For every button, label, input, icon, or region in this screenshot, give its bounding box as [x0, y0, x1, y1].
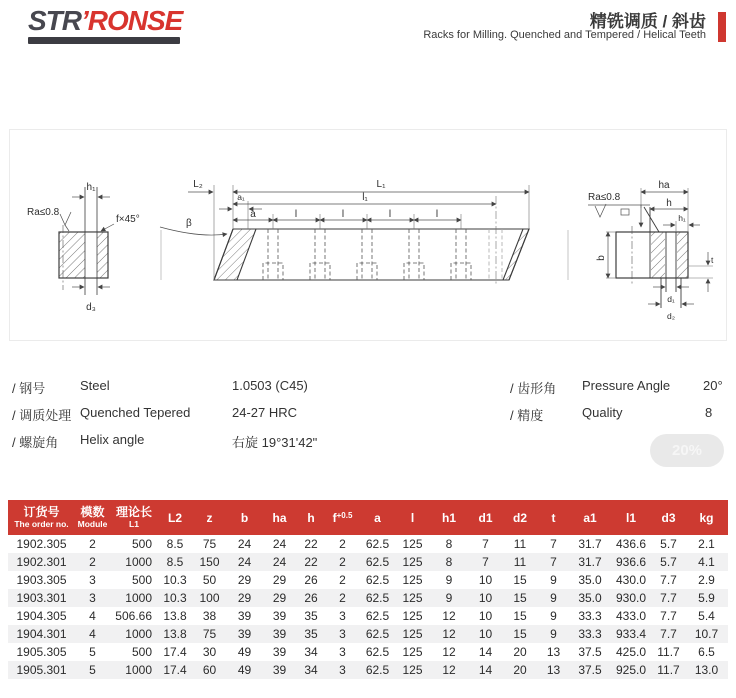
table-cell: 1000 — [125, 591, 152, 605]
table-row — [8, 571, 728, 589]
table-cell: 1000 — [125, 555, 152, 569]
table-cell: 6.5 — [698, 645, 715, 659]
table-row — [8, 607, 728, 625]
table-cell: 62.5 — [365, 591, 390, 605]
table-cell: 8 — [445, 555, 453, 569]
table-cell: 39 — [272, 663, 287, 677]
table-cell: 22 — [304, 537, 318, 551]
table-row — [8, 553, 728, 571]
dim-label-l-4: l — [435, 209, 439, 220]
table-cell: 38 — [202, 609, 217, 623]
table-cell: 9 — [550, 627, 557, 641]
table-cell: 35 — [304, 627, 318, 641]
table-cell: 29 — [237, 573, 252, 587]
col-header-theoretical-length: 理论长 L1 — [110, 500, 158, 535]
table-cell: 9 — [445, 573, 453, 587]
dim-label-d1: d₁ — [667, 294, 675, 304]
table-cell: 26 — [304, 591, 318, 605]
spec-value-helix: 右旋 19°31'42" — [232, 435, 318, 450]
table-cell: 3 — [89, 591, 96, 605]
table-cell: 24 — [272, 537, 287, 551]
table-cell: 29 — [272, 591, 287, 605]
table-cell: 49 — [237, 663, 252, 677]
table-cell: 3 — [339, 627, 346, 641]
table-cell: 15 — [513, 591, 527, 605]
table-cell: 20 — [513, 663, 527, 677]
table-row — [8, 589, 728, 607]
table-cell: 11.7 — [657, 663, 680, 677]
table-cell: 2.9 — [698, 573, 715, 587]
table-cell: 62.5 — [365, 645, 390, 659]
title-accent-bar — [718, 12, 726, 42]
table-cell: 49 — [237, 645, 252, 659]
dim-label-h: h — [666, 198, 672, 209]
table-cell: 24 — [237, 555, 252, 569]
table-cell: 2 — [339, 591, 346, 605]
table-cell: 62.5 — [365, 537, 390, 551]
col-header-l: l — [395, 500, 430, 535]
table-cell: 13.8 — [163, 609, 187, 623]
table-cell: 4.1 — [698, 555, 715, 569]
table-cell: 5.7 — [660, 537, 677, 551]
col-header-a: a — [360, 500, 395, 535]
table-cell: 10 — [478, 609, 493, 623]
table-cell: 125 — [402, 555, 423, 569]
spec-label-zh-quality: / 精度 — [510, 408, 544, 423]
table-cell: 7.7 — [660, 573, 677, 587]
table-cell: 31.7 — [578, 537, 602, 551]
table-cell: 12 — [442, 663, 456, 677]
table-cell: 37.5 — [578, 663, 602, 677]
table-cell: 1902.305 — [16, 537, 67, 551]
dim-label-l-1: l — [294, 209, 298, 220]
table-cell: 15 — [513, 627, 527, 641]
spec-label-zh-treatment: / 调质处理 — [12, 408, 72, 423]
table-cell: 7.7 — [660, 591, 677, 605]
spec-label-zh-steel: / 钢号 — [12, 381, 46, 396]
dim-label-L1: L₁ — [376, 179, 386, 190]
table-cell: 75 — [202, 627, 217, 641]
table-cell: 436.6 — [615, 537, 647, 551]
table-cell: 14 — [478, 645, 493, 659]
table-header-row — [8, 500, 728, 535]
table-cell: 4 — [89, 627, 96, 641]
page-title-en: Racks for Milling. Quenched and Tempered / Helical Teeth — [423, 29, 706, 41]
table-cell: 37.5 — [578, 645, 602, 659]
table-cell: 430.0 — [615, 573, 647, 587]
table-cell: 1905.301 — [16, 663, 67, 677]
table-cell: 1903.301 — [16, 591, 67, 605]
spec-label-zh-helix: / 螺旋角 — [12, 435, 59, 450]
col-header-order-no: 订货号 The order no. — [8, 500, 75, 535]
table-cell: 125 — [402, 645, 423, 659]
table-cell: 7.7 — [660, 609, 677, 623]
logo-underline-bar — [28, 37, 180, 44]
table-cell: 34 — [304, 663, 318, 677]
table-cell: 930.0 — [615, 591, 647, 605]
table-cell: 2 — [339, 537, 346, 551]
table-cell: 933.4 — [615, 627, 647, 641]
table-cell: 1903.305 — [16, 573, 67, 587]
logo-text-str: STR — [28, 5, 81, 36]
table-cell: 1000 — [125, 627, 152, 641]
zoom-level-badge: 20% — [650, 434, 724, 467]
table-cell: 10 — [478, 573, 493, 587]
table-cell: 2 — [89, 537, 96, 551]
table-cell: 14 — [478, 663, 493, 677]
company-logo — [28, 6, 188, 44]
dim-label-ra-right: Ra≤0.8 — [588, 192, 621, 203]
table-cell: 506.66 — [115, 609, 152, 623]
table-cell: 7 — [482, 555, 489, 569]
table-cell: 2 — [339, 555, 346, 569]
table-cell: 34 — [304, 645, 318, 659]
table-cell: 2.1 — [698, 537, 715, 551]
table-cell: 10 — [478, 627, 493, 641]
spec-label-en-helix: Helix angle — [80, 432, 145, 447]
table-cell: 3 — [89, 573, 96, 587]
table-cell: 11 — [513, 555, 527, 569]
table-cell: 30 — [202, 645, 217, 659]
table-cell: 29 — [237, 591, 252, 605]
dim-label-b: b — [596, 255, 607, 261]
table-cell: 50 — [202, 573, 217, 587]
table-cell: 26 — [304, 573, 318, 587]
table-cell: 3 — [339, 663, 346, 677]
table-cell: 8.5 — [166, 537, 184, 551]
table-cell: 60 — [202, 663, 217, 677]
table-cell: 39 — [272, 627, 287, 641]
table-cell: 150 — [199, 555, 220, 569]
dim-label-beta: β — [186, 218, 192, 229]
table-cell: 7 — [550, 555, 557, 569]
table-cell: 24 — [272, 555, 287, 569]
table-cell: 17.4 — [163, 663, 187, 677]
col-header-L2: L2 — [158, 500, 192, 535]
table-cell: 433.0 — [615, 609, 647, 623]
table-cell: 936.6 — [615, 555, 647, 569]
table-cell: 39 — [237, 627, 252, 641]
table-cell: 29 — [272, 573, 287, 587]
table-cell: 9 — [550, 573, 557, 587]
col-header-module: 模数 Module — [75, 500, 110, 535]
spec-label-zh-pressure: / 齿形角 — [510, 381, 557, 396]
table-cell: 1902.301 — [16, 555, 67, 569]
table-cell: 62.5 — [365, 663, 390, 677]
table-cell: 39 — [237, 609, 252, 623]
dim-label-l1-dim: l₁ — [362, 192, 368, 203]
table-cell: 62.5 — [365, 609, 390, 623]
table-cell: 24 — [237, 537, 252, 551]
spec-label-en-pressure: Pressure Angle — [582, 378, 671, 393]
table-cell: 500 — [131, 537, 152, 551]
technical-drawing-panel — [9, 129, 727, 341]
table-cell: 15 — [513, 573, 527, 587]
table-cell: 125 — [402, 537, 423, 551]
table-cell: 35 — [304, 609, 318, 623]
table-cell: 22 — [304, 555, 318, 569]
table-cell: 500 — [131, 645, 152, 659]
table-cell: 500 — [131, 573, 152, 587]
table-cell: 125 — [402, 591, 423, 605]
dim-label-t: t — [711, 255, 714, 265]
table-cell: 8.5 — [166, 555, 184, 569]
table-cell: 125 — [402, 627, 423, 641]
col-header-a1: a1 — [570, 500, 610, 535]
table-cell: 5.7 — [660, 555, 677, 569]
table-row — [8, 661, 728, 679]
table-cell: 9 — [550, 591, 557, 605]
table-cell: 10 — [478, 591, 493, 605]
dim-label-l-2: l — [341, 209, 345, 220]
table-cell: 33.3 — [578, 627, 602, 641]
table-cell: 31.7 — [578, 555, 602, 569]
col-header-d1: d1 — [468, 500, 503, 535]
spec-label-en-quality: Quality — [582, 405, 623, 420]
dim-label-ha: ha — [658, 180, 670, 191]
table-cell: 425.0 — [615, 645, 647, 659]
dim-label-h1-right: h₁ — [678, 213, 686, 223]
table-cell: 7.7 — [660, 627, 677, 641]
table-cell: 35.0 — [578, 573, 602, 587]
col-header-h1: h1 — [430, 500, 468, 535]
dim-label-h1-left: h₁ — [86, 182, 96, 193]
table-cell: 9 — [445, 591, 453, 605]
table-cell: 5.4 — [698, 609, 715, 623]
dim-label-L2: L₂ — [193, 179, 203, 190]
table-cell: 5.9 — [698, 591, 715, 605]
table-cell: 10.7 — [694, 627, 719, 641]
table-cell: 1905.305 — [16, 645, 67, 659]
page-title-zh: 精铣调质 / 斜齿 — [589, 12, 706, 31]
table-cell: 13.8 — [163, 627, 187, 641]
table-cell: 62.5 — [365, 627, 390, 641]
table-row — [8, 535, 728, 553]
table-cell: 5 — [89, 645, 96, 659]
table-cell: 10.3 — [163, 591, 187, 605]
logo-text-ronse: ’RONSE — [81, 5, 183, 36]
table-cell: 5 — [89, 663, 96, 677]
col-header-b: b — [227, 500, 262, 535]
spec-value-treatment: 24-27 HRC — [232, 405, 298, 420]
table-cell: 125 — [402, 609, 423, 623]
col-header-d3: d3 — [652, 500, 685, 535]
col-header-ha: ha — [262, 500, 297, 535]
table-cell: 75 — [202, 537, 217, 551]
table-cell: 7 — [550, 537, 557, 551]
dim-label-a: a — [250, 209, 256, 220]
table-cell: 12 — [442, 627, 456, 641]
table-cell: 1904.301 — [16, 627, 67, 641]
table-cell: 1000 — [125, 663, 152, 677]
table-cell: 125 — [402, 573, 423, 587]
table-cell: 39 — [272, 609, 287, 623]
dim-label-d2: d₂ — [666, 311, 676, 321]
table-cell: 62.5 — [365, 573, 390, 587]
table-cell: 39 — [272, 645, 287, 659]
table-cell: 15 — [513, 609, 527, 623]
table-cell: 1904.305 — [16, 609, 67, 623]
table-cell: 3 — [339, 609, 346, 623]
table-cell: 62.5 — [365, 555, 390, 569]
table-cell: 35.0 — [578, 591, 602, 605]
table-cell: 11.7 — [657, 645, 680, 659]
dim-label-d3: d₃ — [86, 302, 96, 313]
table-row — [8, 625, 728, 643]
rack-engineering-drawing — [10, 130, 726, 340]
table-cell: 7 — [482, 537, 489, 551]
table-cell: 20 — [513, 645, 527, 659]
table-cell: 13.0 — [694, 663, 719, 677]
product-table — [8, 500, 728, 679]
table-cell: 925.0 — [615, 663, 647, 677]
table-cell: 8 — [445, 537, 453, 551]
table-cell: 4 — [89, 609, 96, 623]
col-header-l1: l1 — [610, 500, 652, 535]
table-cell: 100 — [199, 591, 220, 605]
table-cell: 13 — [546, 663, 561, 677]
col-header-kg: kg — [685, 500, 728, 535]
table-cell: 2 — [339, 573, 346, 587]
table-cell: 12 — [442, 609, 456, 623]
dim-label-f45: f×45° — [116, 214, 140, 225]
dim-label-a1-dim: a₁ — [237, 192, 245, 202]
table-cell: 13 — [546, 645, 561, 659]
table-cell: 11 — [513, 537, 527, 551]
table-cell: 125 — [402, 663, 423, 677]
col-header-h: h — [297, 500, 325, 535]
table-cell: 10.3 — [163, 573, 187, 587]
table-cell: 3 — [339, 645, 346, 659]
spec-label-en-steel: Steel — [80, 378, 110, 393]
table-cell: 17.4 — [163, 645, 187, 659]
table-body — [8, 535, 728, 679]
table-cell: 33.3 — [578, 609, 602, 623]
table-row — [8, 643, 728, 661]
spec-value-pressure: 20° — [703, 378, 723, 393]
spec-value-quality: 8 — [705, 405, 713, 420]
spec-label-en-treatment: Quenched Tepered — [80, 405, 191, 420]
table-cell: 2 — [89, 555, 96, 569]
table-cell: 12 — [442, 645, 456, 659]
col-header-z: z — [192, 500, 227, 535]
spec-value-steel: 1.0503 (C45) — [232, 378, 308, 393]
dim-label-ra-left: Ra≤0.8 — [27, 207, 60, 218]
col-header-d2: d2 — [503, 500, 537, 535]
table-cell: 9 — [550, 609, 557, 623]
col-header-t: t — [537, 500, 570, 535]
col-header-f: $f^{+0.5}$ — [325, 500, 360, 535]
dim-label-l-3: l — [388, 209, 392, 220]
